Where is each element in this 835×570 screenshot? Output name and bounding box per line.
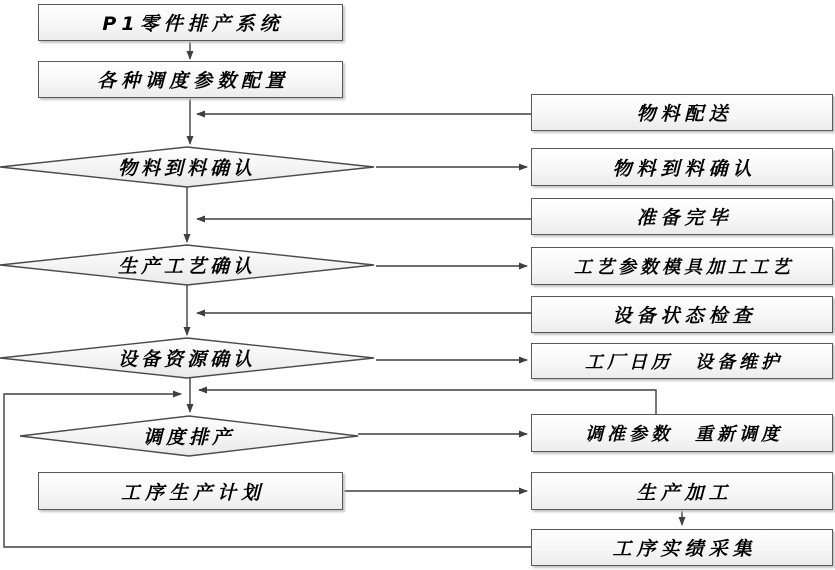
diamond-dispatch-label: 调度排产 [142,426,236,449]
feedback-loop-adjust-params [199,390,656,414]
node-production-processing: 生产加工 [531,472,833,510]
feedback-loop-result-collection [4,394,531,547]
node-material-delivery: 物料配送 [531,94,833,131]
node-factory-calendar-maintenance: 工厂日历 设备维护 [531,343,833,379]
node-adjust-params-reschedule: 调准参数 重新调度 [531,414,833,452]
node-p1-scheduling-system: P1零件排产系统 [38,4,343,41]
node-process-production-plan: 工序生产计划 [38,472,343,510]
node-ready-done: 准备完毕 [531,198,833,235]
diamond-equipment-confirm-label: 设备资源确认 [117,348,257,371]
node-process-params-mold: 工艺参数模具加工工艺 [531,247,833,285]
node-param-config: 各种调度参数配置 [38,61,343,98]
node-equipment-status-check: 设备状态检查 [531,296,833,333]
node-process-result-collection: 工序实绩采集 [531,529,833,566]
node-material-confirm: 物料到料确认 [531,148,833,186]
diamond-process-confirm-label: 生产工艺确认 [117,255,257,278]
diamond-material-confirm-label: 物料到料确认 [117,157,257,180]
